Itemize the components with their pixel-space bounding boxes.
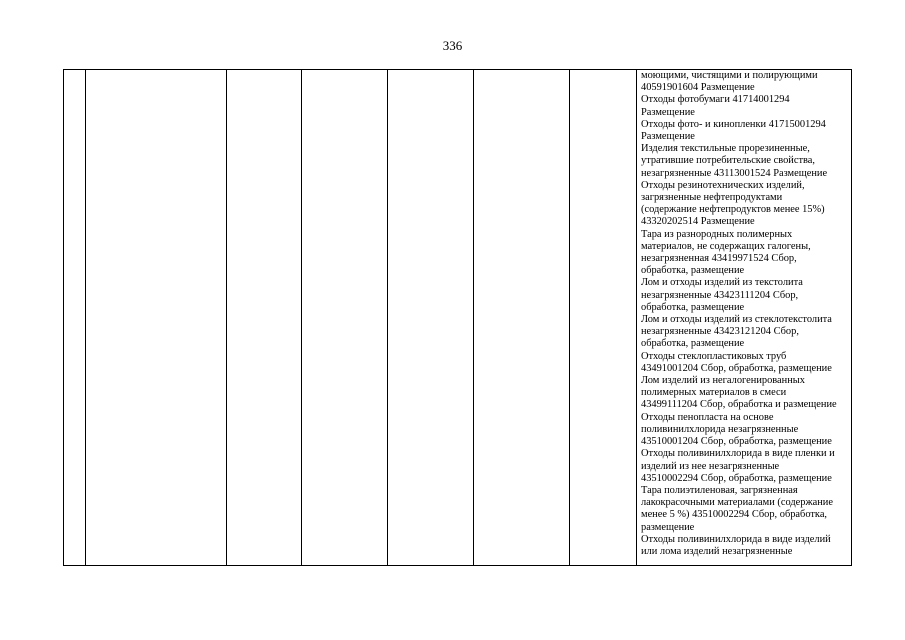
waste-line: незагрязненные 43423111204 Сбор, [641,289,799,301]
waste-line: лакокрасочными материалами (содержание [641,497,833,509]
table-cell-col3 [227,70,302,566]
waste-line: Лом изделий из негалогенированных [641,375,805,387]
waste-line: менее 5 %) 43510002294 Сбор, обработка, [641,509,828,521]
waste-line: или лома изделий незагрязненные [641,545,793,557]
table-cell-col6 [474,70,570,566]
waste-line: материалов, не содержащих галогены, [641,240,811,252]
waste-line: обработка, размещение [641,265,745,277]
table-cell-col5 [388,70,474,566]
table-cell-number [64,70,86,566]
waste-line: Тара из разнородных полимерных [641,228,793,240]
table-cell-col2 [86,70,227,566]
waste-line: (содержание нефтепродуктов менее 15%) [641,204,825,216]
waste-line: Отходы резинотехнических изделий, [641,179,805,191]
waste-line: Размещение [641,106,695,118]
waste-line: поливинилхлорида незагрязненные [641,423,799,435]
waste-line: моющими, чистящими и полирующими [641,70,818,81]
waste-line: 43320202514 Размещение [641,216,755,228]
waste-line: обработка, размещение [641,338,745,350]
waste-line: Лом и отходы изделий из текстолита [641,277,803,289]
waste-line: 43510002294 Сбор, обработка, размещение [641,472,832,484]
waste-line: 43491001204 Сбор, обработка, размещение [641,362,832,374]
waste-line: Отходы фотобумаги 41714001294 [641,94,790,106]
waste-line: утратившие потребительские свойства, [641,155,815,167]
waste-line: Отходы поливинилхлорида в виде изделий [641,533,831,545]
waste-line: незагрязненные 43423121204 Сбор, [641,326,799,338]
table-cell-col4 [302,70,388,566]
waste-line: Лом и отходы изделий из стеклотекстолита [641,314,832,326]
waste-line: Изделия текстильные прорезиненные, [641,143,810,155]
waste-line: Отходы стеклопластиковых труб [641,350,787,362]
waste-line: загрязненные нефтепродуктами [641,192,783,204]
waste-line: Размещение [641,131,695,143]
waste-line: 43510001204 Сбор, обработка, размещение [641,436,832,448]
page-number: 336 [442,38,463,53]
waste-line: Отходы фото- и кинопленки 41715001294 [641,118,826,130]
waste-line: размещение [641,521,695,533]
table-row [64,70,852,566]
waste-line: 40591901604 Размещение [641,82,755,94]
waste-line: незагрязненные 43113001524 Размещение [641,167,828,179]
waste-line: Тара полиэтиленовая, загрязненная [641,484,798,496]
waste-list-cell [637,70,852,566]
waste-line: незагрязненная 43419971524 Сбор, [641,253,797,265]
waste-line: изделий из нее незагрязненные [641,460,780,472]
waste-table [63,69,852,566]
waste-line: обработка, размещение [641,301,745,313]
waste-line: 43499111204 Сбор, обработка и размещение [641,399,837,411]
waste-line: Отходы поливинилхлорида в виде пленки и [641,448,835,460]
waste-line: Отходы пенопласта на основе [641,411,774,423]
waste-line: полимерных материалов в смеси [641,387,787,399]
table-cell-col7 [570,70,637,566]
